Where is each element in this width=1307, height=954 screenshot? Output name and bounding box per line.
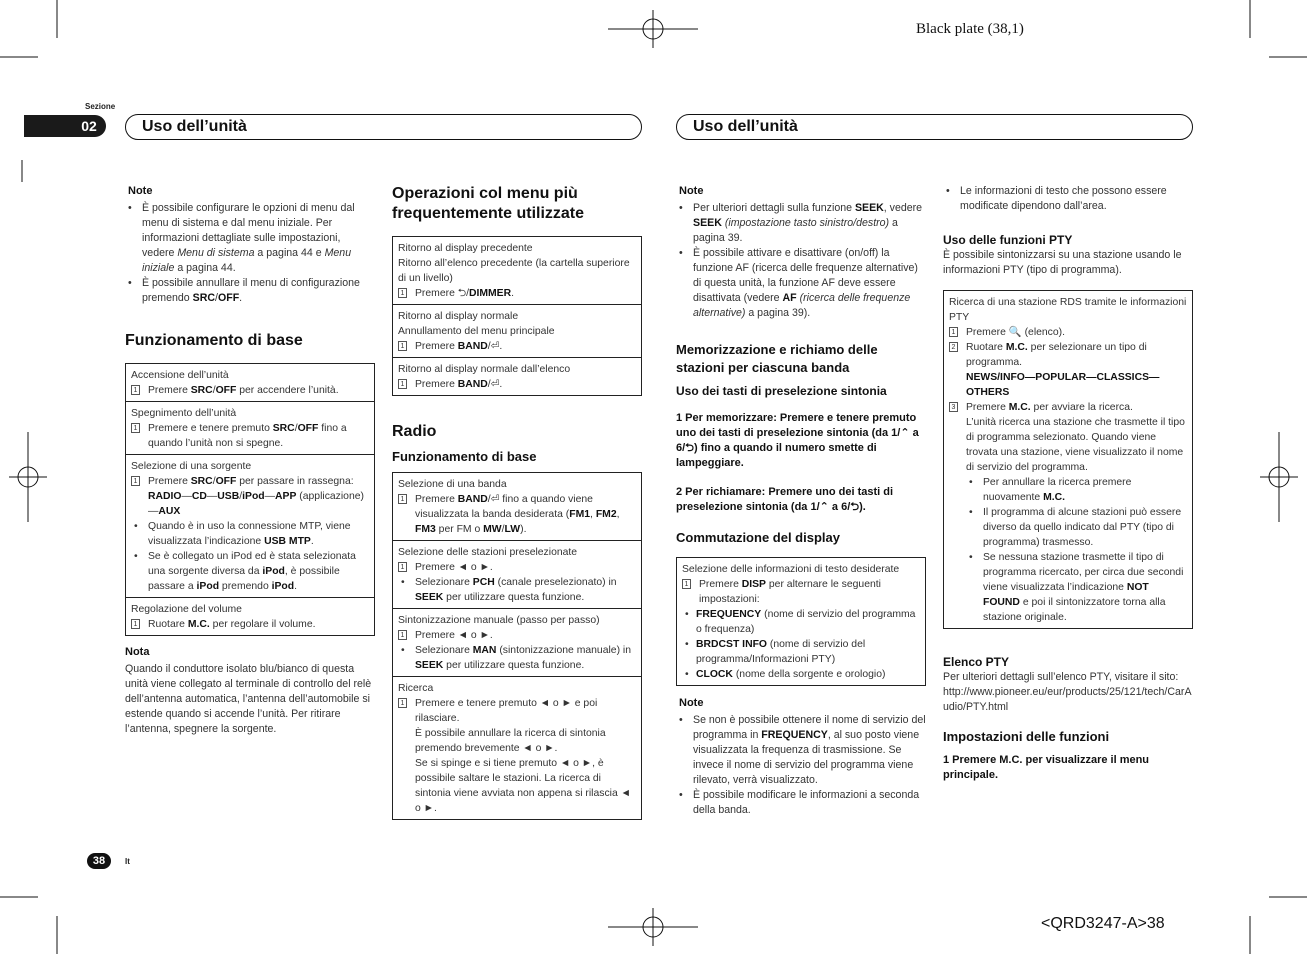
elenco-url[interactable]: http://www.pioneer.eu/eur/products/25/121/tech/CarAudio/PTY.html <box>943 686 1192 713</box>
box-step: 1 Ruotare M.C. per regolare il volume. <box>131 617 369 632</box>
heading-radio: Radio <box>392 423 437 440</box>
page-number-badge <box>87 853 111 869</box>
box-section <box>944 291 1192 628</box>
note-item: • È possibile annullare il menu di configurazione premendo SRC/OFF. <box>125 276 375 306</box>
document-code: <QRD3247-A>38 <box>1041 915 1165 932</box>
section-title-left: Uso dell’unità <box>142 118 247 135</box>
section-title-bar-right <box>676 114 1193 140</box>
box-bullet: • Il programma di alcune stazioni può essere diverso da quello indicato dal PTY (tipo di programma) trasmesso. <box>966 505 1187 550</box>
box-bullet: • Se nessuna stazione trasmette il tipo di programma ricercato, per circa due secondi viene visualizzata l’indicazione NOT FOUND e poi il sintonizzatore torna alla stazione originale. <box>966 550 1187 625</box>
box-step: 1 Premere 🔍 (elenco). <box>949 325 1187 340</box>
box-bullet: • Selezionare MAN (sintonizzazione manuale) in SEEK per utilizzare questa funzione. <box>398 643 636 673</box>
nota-heading: Nota <box>125 646 150 658</box>
plate-label: Black plate (38,1) <box>916 21 1024 37</box>
box-section-title: Accensione dell’unità <box>131 370 229 381</box>
box-section <box>126 364 374 402</box>
step-number: 1 <box>398 341 407 351</box>
box-section-title: Selezione delle stazioni preselezionate <box>398 547 578 558</box>
step-number: 3 <box>949 402 958 412</box>
step-number: 1 <box>398 562 407 572</box>
box-section <box>393 677 641 819</box>
box-step: 1 Premere BAND/⏎. <box>398 377 636 392</box>
step-richiamare: 2 Per richiamare: Premere uno dei tasti di preselezione sintonia (da 1/⌃ a 6/⮌). <box>676 486 894 513</box>
box-bullet: • Selezionare PCH (canale preselezionato) in SEEK per utilizzare questa funzione. <box>398 575 636 605</box>
back-icon: ⮌ <box>457 288 467 299</box>
step-number: 1 <box>398 630 407 640</box>
note-heading: Note <box>679 185 704 197</box>
heading-radio-base: Funzionamento di base <box>392 449 537 464</box>
box-section <box>677 558 925 685</box>
step-number: 1 <box>398 379 407 389</box>
nota-text: Quando il conduttore isolato blu/bianco di questa unità viene collegato al terminale di controllo del relè dell’antenna automatica, l’antenna dell’automobile si estende quando si accende l’unità. Per ritirare l’antenna, spegnere la sorgente. <box>125 663 372 735</box>
box-section <box>393 358 641 395</box>
column-4 <box>943 184 1193 783</box>
section-badge <box>24 115 106 137</box>
menu-ops-box <box>392 236 642 396</box>
page-number: 38 <box>92 855 106 867</box>
box-bullets <box>398 575 636 605</box>
note-item: • Per ulteriori dettagli sulla funzione SEEK, vedere SEEK (impostazione tasto sinistro/destro) a pagina 39. <box>676 201 926 246</box>
box-step: 1 Premere SRC/OFF per passare in rassegna: RADIO—CD—USB/iPod—APP (applicazione)—AUX <box>131 474 369 519</box>
box-step: 1 Premere ⮌/DIMMER. <box>398 286 636 301</box>
box-step: 1 Premere e tenere premuto SRC/OFF fino a quando l’unità non si spegne. <box>131 421 369 451</box>
box-step: 1 Premere ◄ o ►. <box>398 560 636 575</box>
box-step: 2 Ruotare M.C. per selezionare un tipo di programma. NEWS/INFO—POPULAR—CLASSICS—OTHERS <box>949 340 1187 400</box>
box-section <box>393 473 641 541</box>
note-item: • Le informazioni di testo che possono essere modificate dipendono dall’area. <box>943 184 1193 214</box>
box-bullet: • Se è collegato un iPod ed è stata selezionata una sorgente diversa da iPod, è possibile passare a iPod premendo iPod. <box>131 549 369 594</box>
section-title-bar-left <box>125 114 642 140</box>
box-section-title: Ritorno al display normale <box>398 311 519 322</box>
note-heading: Note <box>128 185 153 197</box>
box-section <box>393 609 641 677</box>
note-item: • È possibile attivare e disattivare (on/off) la funzione AF (ricerca delle frequenze alternative) di questa unità, la funzione AF deve essere disattivata (vedere AF (ricerca delle frequenze alternative) a pagina 39). <box>676 246 926 321</box>
language-code: It <box>125 857 130 866</box>
search-icon: 🔍 <box>1008 327 1022 338</box>
heading-operazioni: Operazioni col menu più frequentemente utilizzate <box>392 185 585 222</box>
box-section <box>393 541 641 609</box>
box-section-title: Ricerca di una stazione RDS tramite le informazioni PTY <box>949 297 1187 323</box>
box-section <box>126 402 374 455</box>
section-title-right: Uso dell’unità <box>693 118 798 135</box>
note-list <box>943 184 1193 214</box>
note-heading: Note <box>679 697 704 709</box>
step-number: 1 <box>949 327 958 337</box>
box-section-subtitle: Ritorno all’elenco precedente (la cartella superiore di un livello) <box>398 258 630 284</box>
column-2 <box>392 184 642 820</box>
box-step: 1 Premere e tenere premuto ◄ o ► e poi rilasciare. È possibile annullare la ricerca di sintonia premendo brevemente ◄ o ►. Se si spinge e si tiene premuto ◄ o ►, è possibile saltare le stazioni. La ricerca di sintonia viene avviata non appena si rilascia ◄ o ►. <box>398 696 636 816</box>
box-section-title: Ricerca <box>398 683 434 694</box>
heading-commutazione: Commutazione del display <box>676 530 840 545</box>
basic-ops-box <box>125 363 375 636</box>
column-3 <box>676 184 926 818</box>
box-bullet: • Quando è in uso la connessione MTP, viene visualizzata l’indicazione USB MTP. <box>131 519 369 549</box>
heading-memorizzazione: Memorizzazione e richiamo delle stazioni per ciascuna banda <box>676 342 878 375</box>
box-section-title: Selezione di una sorgente <box>131 461 252 472</box>
box-step: 1 Premere ◄ o ►. <box>398 628 636 643</box>
heading-pty: Uso delle funzioni PTY <box>943 233 1073 247</box>
box-section-subtitle: Annullamento del menu principale <box>398 326 555 337</box>
display-option: • BRDCST INFO (nome di servizio del programma/Informazioni PTY) <box>682 637 920 667</box>
display-option: • FREQUENCY (nome di servizio del programma o frequenza) <box>682 607 920 637</box>
pty-text: È possibile sintonizzarsi su una stazione usando le informazioni PTY (tipo di programma). <box>943 249 1182 276</box>
step-number: 1 <box>682 579 691 589</box>
box-step: 1 Premere BAND/⏎ fino a quando viene visualizzata la banda desiderata (FM1, FM2, FM3 per FM o MW/LW). <box>398 492 636 537</box>
box-section-title: Regolazione del volume <box>131 604 242 615</box>
step-memorizzare: 1 Per memorizzare: Premere e tenere premuto uno dei tasti di preselezione sintonia (da 1/⌃ a 6/⮌) fino a quando il numero smette di lampeggiare. <box>676 412 919 469</box>
note-item: • Se non è possibile ottenere il nome di servizio del programma in FREQUENCY, al suo posto viene visualizzata la frequenza di trasmissione. Se invece il nome di servizio del programma viene rilevato, verrà visualizzato. <box>676 713 926 788</box>
box-section <box>126 598 374 635</box>
heading-impostazioni: Impostazioni delle funzioni <box>943 729 1110 744</box>
step-number: 1 <box>131 476 140 486</box>
step-number: 1 <box>131 385 140 395</box>
box-bullets <box>398 643 636 673</box>
box-section-title: Sintonizzazione manuale (passo per passo) <box>398 615 600 626</box>
column-1 <box>125 184 375 737</box>
step-number: 1 <box>398 698 407 708</box>
note-list <box>125 201 375 306</box>
box-section <box>126 455 374 598</box>
note-list <box>676 713 926 818</box>
box-section <box>393 237 641 305</box>
pty-box <box>943 290 1193 629</box>
radio-ops-box <box>392 472 642 820</box>
box-bullets <box>966 475 1187 625</box>
box-step: 1 Premere SRC/OFF per accendere l’unità. <box>131 383 369 398</box>
box-step: 1 Premere DISP per alternare le seguenti impostazioni: <box>682 577 920 607</box>
box-section-title: Spegnimento dell’unità <box>131 408 237 419</box>
section-label: Sezione <box>85 102 116 111</box>
step-impostazioni: 1 Premere M.C. per visualizzare il menu principale. <box>943 754 1150 781</box>
step-number: 1 <box>398 494 407 504</box>
step-number: 2 <box>949 342 958 352</box>
box-step: 3 Premere M.C. per avviare la ricerca. L’unità ricerca una stazione che trasmette il tipo di programma selezionato. Quando viene trovata una stazione, viene visualizzato il nome di servizio del programma. • Per annullare la ricerca premere nuovamente M.C. • Il programma di alcune stazioni può essere diverso da quello indicato dal PTY (tipo di programma) trasmesso. • Se nessuna stazione trasmette il tipo di programma ricercato, per circa due secondi viene visualizzata l’indicazione NOT FOUND e poi il sintonizzatore torna alla stazione originale. <box>949 400 1187 625</box>
step-number: 1 <box>131 423 140 433</box>
box-step: 1 Premere BAND/⏎. <box>398 339 636 354</box>
box-section <box>393 305 641 358</box>
display-box <box>676 557 926 686</box>
heading-tasti: Uso dei tasti di preselezione sintonia <box>676 384 887 398</box>
step-number: 1 <box>131 619 140 629</box>
box-section-title: Ritorno al display precedente <box>398 243 533 254</box>
note-item: • È possibile configurare le opzioni di menu dal menu di sistema e dal menu iniziale. Per informazioni dettagliate sulle impostazioni, vedere Menu di sistema a pagina 44 e Menu iniziale a pagina 44. <box>125 201 375 276</box>
elenco-text: Per ulteriori dettagli sull’elenco PTY, visitare il sito: <box>943 671 1179 683</box>
heading-funzionamento-base: Funzionamento di base <box>125 332 303 349</box>
display-option: • CLOCK (nome della sorgente e orologio) <box>682 667 920 682</box>
note-list <box>676 201 926 321</box>
section-number: 02 <box>81 118 97 134</box>
return-icon: ⏎ <box>490 379 500 390</box>
display-options <box>682 607 920 682</box>
return-icon: ⏎ <box>490 341 500 352</box>
box-section-title: Selezione delle informazioni di testo desiderate <box>682 564 900 575</box>
box-bullets <box>131 519 369 594</box>
box-bullet: • Per annullare la ricerca premere nuovamente M.C. <box>966 475 1187 505</box>
return-icon: ⏎ <box>490 494 500 505</box>
step-number: 1 <box>398 288 407 298</box>
box-section-title: Selezione di una banda <box>398 479 507 490</box>
note-item: • È possibile modificare le informazioni a seconda della banda. <box>676 788 926 818</box>
heading-elenco: Elenco PTY <box>943 655 1010 669</box>
box-section-title: Ritorno al display normale dall’elenco <box>398 364 571 375</box>
